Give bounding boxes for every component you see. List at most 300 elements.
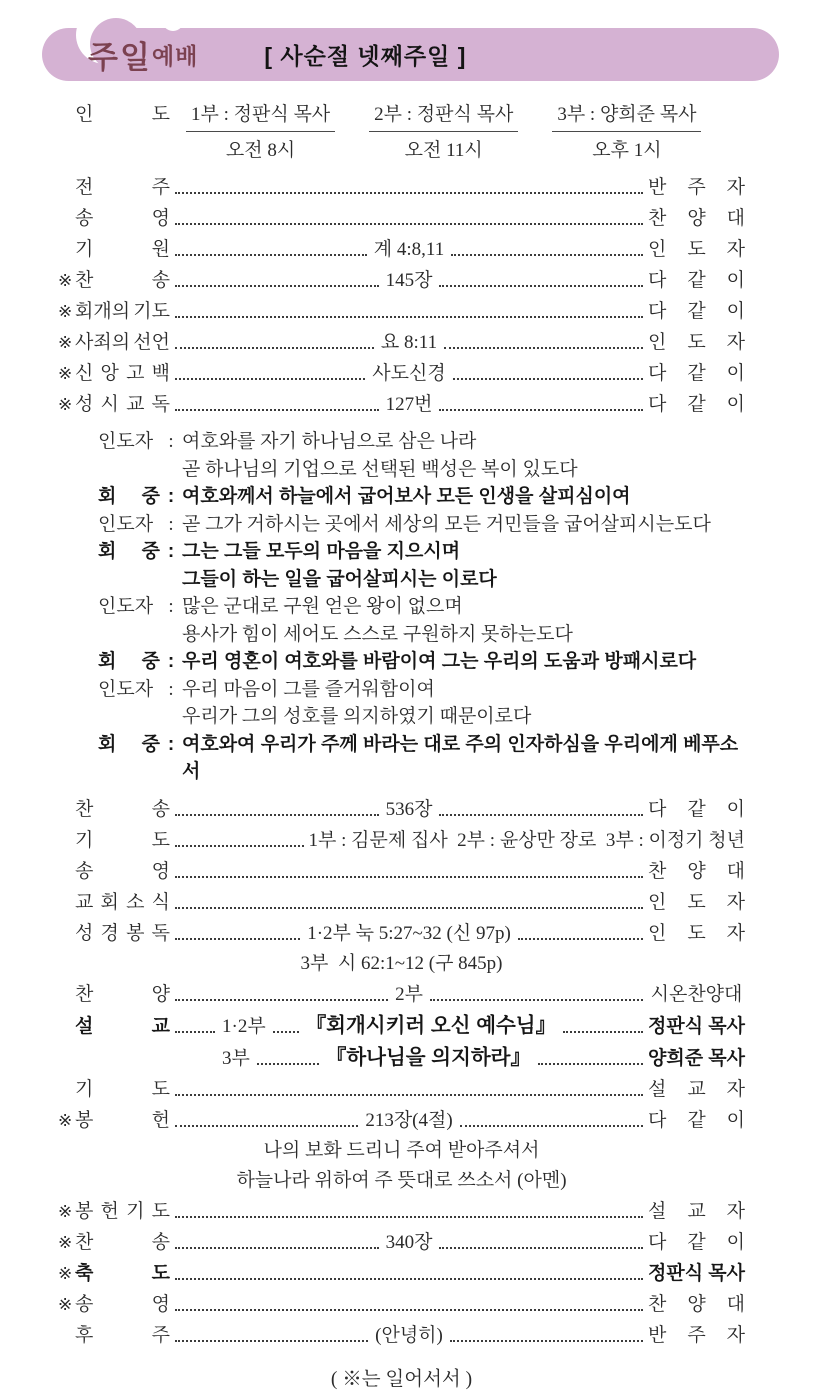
label-part: 봉	[75, 1109, 94, 1131]
label-part: 자	[726, 922, 745, 944]
label-part: 송	[151, 1231, 170, 1253]
order-row	[58, 979, 745, 1010]
label-part: 이	[726, 301, 745, 322]
reading-row	[98, 538, 745, 593]
label-part: 성	[75, 922, 94, 944]
center-text: 536장	[385, 798, 433, 820]
leader-dots	[175, 378, 365, 380]
standing-mark: ※	[58, 395, 73, 414]
label-part: 중	[141, 541, 160, 562]
label-part: 전	[75, 177, 94, 198]
label-part: 다	[648, 1109, 667, 1131]
order-row	[58, 1227, 745, 1258]
footer-note: ( ※는 일어서서 )	[330, 1368, 473, 1390]
label-part: 회	[100, 891, 119, 913]
item-label	[75, 1011, 170, 1042]
label-part: 축	[75, 1262, 94, 1284]
speaker-colon: :	[167, 651, 175, 672]
label-part: 이	[726, 363, 745, 384]
label-part: 백	[151, 363, 170, 384]
service-name: 1부 : 정판식 목사	[186, 101, 335, 132]
sermon-title: 『하나님을 의지하라』	[325, 1045, 531, 1069]
label-part: 찬	[75, 798, 94, 820]
label-part: 같	[687, 394, 706, 415]
label-part: 같	[687, 270, 706, 291]
label-part: 같	[687, 301, 706, 322]
label-part: 고	[126, 363, 145, 384]
responder-label	[648, 794, 745, 825]
item-label	[75, 234, 170, 265]
leader-dots	[175, 347, 374, 349]
leader-dots	[175, 1340, 368, 1342]
leader-dots	[273, 1031, 299, 1033]
leader-dots	[430, 999, 643, 1001]
item-label	[75, 389, 170, 420]
label-part: 앙	[100, 363, 119, 384]
responder-label	[648, 172, 745, 203]
label-part: 식	[151, 891, 170, 913]
item-label	[75, 794, 170, 825]
centered-text: 3부 시 62:1~12 (구 845p)	[300, 952, 503, 974]
reading-row	[98, 511, 745, 539]
service-column	[552, 101, 701, 164]
order-row	[58, 1010, 745, 1042]
label-part: 자	[726, 177, 745, 198]
center-text: 145장	[385, 270, 433, 291]
standing-mark: ※	[58, 1110, 73, 1130]
order-section-2	[58, 794, 745, 1351]
standing-mark: ※	[58, 1294, 73, 1314]
standing-mark: ※	[58, 1232, 73, 1252]
label-part: 시온찬양대	[650, 983, 743, 1005]
speaker-label	[98, 483, 160, 511]
responder-label	[648, 1320, 745, 1351]
service-columns	[186, 101, 701, 164]
label-part: 원	[151, 239, 170, 260]
order-row	[58, 358, 745, 389]
sermon-part: 1·2부	[222, 1015, 266, 1037]
label-part: 사죄의	[75, 332, 131, 353]
label-part: 도	[687, 332, 706, 353]
label-part: 중	[141, 486, 160, 507]
label-part: 도	[151, 1078, 170, 1100]
leader-dots	[439, 285, 643, 287]
speaker-label	[98, 676, 160, 704]
responder-label	[648, 1227, 745, 1258]
label-part: 주	[687, 177, 706, 198]
label-part: 헌	[100, 1200, 119, 1222]
item-label	[75, 1289, 170, 1320]
responder-label	[648, 1043, 745, 1074]
speaker-label	[98, 511, 160, 539]
reading-row	[98, 593, 745, 648]
label-part: 찬	[648, 208, 667, 229]
label-part: 도	[687, 922, 706, 944]
item-label	[75, 358, 170, 389]
service-time: 오후 1시	[592, 140, 662, 161]
label-part: 자	[726, 891, 745, 913]
label-part: 설	[648, 1200, 667, 1222]
order-row	[58, 825, 745, 856]
service-name: 3부 : 양희준 목사	[552, 101, 701, 132]
leader-dots	[175, 192, 643, 194]
label-part: 이	[726, 798, 745, 820]
leader-dots	[175, 254, 367, 256]
center-text: 사도신경	[372, 363, 446, 384]
lead-row	[58, 101, 745, 164]
label-part: 도	[151, 829, 170, 851]
label-part: 자	[726, 239, 745, 260]
center-text: 계 4:8,11	[373, 239, 445, 260]
reading-line: 많은 군대로 구원 얻은 왕이 없으며	[182, 596, 463, 617]
label-part: 인도자	[98, 678, 154, 700]
label-part: 회	[98, 486, 117, 507]
sermon-title: 『회개시키러 오신 예수님』	[305, 1013, 557, 1037]
label-part: 영	[151, 208, 170, 229]
label-part: 다	[648, 363, 667, 384]
label-part: 성	[75, 394, 94, 415]
order-of-worship	[0, 101, 821, 1391]
order-row	[58, 1074, 745, 1105]
label-part: 목사	[708, 1262, 745, 1284]
label-part: 기	[75, 1078, 94, 1100]
label-part: 도	[687, 239, 706, 260]
speaker-colon: :	[167, 541, 175, 562]
responder-label	[648, 918, 745, 949]
center-text: 213장(4절)	[365, 1109, 453, 1131]
item-label	[75, 856, 170, 887]
responder-label	[648, 234, 745, 265]
leader-dots	[439, 409, 643, 411]
order-row	[58, 1042, 745, 1074]
label-part: 주	[151, 177, 170, 198]
order-row	[58, 203, 745, 234]
speaker-label	[98, 648, 160, 676]
leader-dots	[450, 1340, 643, 1342]
reading-row	[98, 731, 745, 786]
standing-mark: ※	[58, 364, 73, 383]
reading-line: 여호와여 우리가 주께 바라는 대로 주의 인자하심을 우리에게 베푸소서	[182, 733, 739, 782]
center-text: 2부	[395, 983, 423, 1005]
leader-dots	[257, 1063, 319, 1065]
label-part: 송	[151, 270, 170, 291]
order-row	[58, 389, 745, 420]
label-part: 회	[98, 733, 117, 755]
order-row	[58, 1105, 745, 1136]
standing-mark: ※	[58, 271, 73, 290]
label-part: 인	[75, 104, 94, 125]
label-part: 목사	[708, 1047, 745, 1069]
responder-label	[648, 1074, 745, 1105]
logo-text	[88, 32, 198, 77]
item-label	[75, 825, 170, 856]
label-part: 다	[648, 301, 667, 322]
label-part: 다	[648, 798, 667, 820]
leader-dots	[175, 316, 643, 318]
label-part: 기	[126, 1200, 145, 1222]
label-part: 중	[141, 651, 160, 672]
label-part: 목사	[708, 1015, 745, 1037]
item-label	[75, 203, 170, 234]
label-part: 도	[687, 891, 706, 913]
label-part: 자	[726, 1324, 745, 1346]
leader-dots	[175, 814, 379, 816]
label-part: 같	[687, 798, 706, 820]
label-part: 반	[648, 1324, 667, 1346]
order-row	[58, 327, 745, 358]
logo-main: 주일	[88, 40, 152, 75]
item-label	[75, 1320, 170, 1351]
banner	[42, 28, 779, 81]
leader-dots	[444, 347, 643, 349]
label-part: 도	[151, 1262, 170, 1284]
speaker-label	[98, 428, 160, 456]
order-row	[58, 794, 745, 825]
responder-label	[648, 296, 745, 327]
label-part: 영	[151, 860, 170, 882]
item-label	[75, 887, 170, 918]
leader-dots	[460, 1125, 643, 1127]
speaker-label	[98, 593, 160, 621]
service-name: 2부 : 정판식 목사	[369, 101, 518, 132]
label-part: 인	[648, 239, 667, 260]
reading-lines	[182, 511, 745, 539]
service-time: 오전 11시	[404, 140, 483, 161]
label-part: 기도	[133, 301, 170, 322]
item-label	[75, 296, 170, 327]
leader-dots	[453, 378, 643, 380]
reading-line: 그들이 하는 일을 굽어살피시는 이로다	[182, 568, 497, 590]
reading-line: 우리 마음이 그를 즐거워함이여	[182, 678, 435, 700]
service-time: 오전 8시	[225, 140, 296, 161]
reading-line: 여호와를 자기 하나님으로 삼은 나라	[182, 431, 477, 452]
logo-dot-icon	[162, 9, 184, 31]
label-part: 양희준	[648, 1047, 704, 1069]
label-part: 시	[100, 394, 119, 415]
item-label	[75, 265, 170, 296]
leader-dots	[175, 1247, 379, 1249]
label-part: 이	[726, 394, 745, 415]
logo-sub: 예배	[151, 43, 199, 69]
standing-mark: ※	[58, 1263, 73, 1283]
label-part: 찬	[648, 1293, 667, 1315]
reading-row	[98, 676, 745, 731]
leader-dots	[175, 876, 643, 878]
reading-lines	[182, 676, 745, 731]
label-part: 인	[648, 332, 667, 353]
label-part: 이	[726, 1231, 745, 1253]
label-part: 헌	[151, 1109, 170, 1131]
label-part: 송	[151, 798, 170, 820]
reading-row	[98, 483, 745, 511]
reading-line: 곧 그가 거하시는 곳에서 세상의 모든 거민들을 굽어살피시는도다	[182, 513, 711, 535]
label-part: 봉	[75, 1200, 94, 1222]
item-label	[75, 918, 170, 949]
order-row	[58, 1289, 745, 1320]
reading-line: 용사가 힘이 세어도 스스로 구원하지 못하는도다	[182, 623, 573, 645]
label-part: 양	[687, 1293, 706, 1315]
label-part: 주	[687, 1324, 706, 1346]
responder-label	[648, 1258, 745, 1289]
label-part: 송	[75, 860, 94, 882]
reading-lines	[182, 428, 745, 483]
center-text: 1·2부 눅 5:27~32 (신 97p)	[307, 922, 511, 944]
reading-row	[98, 428, 745, 483]
label-part: 인도자	[98, 431, 154, 452]
responder-label	[648, 327, 745, 358]
lead-label	[75, 101, 170, 128]
label-part: 도	[151, 1200, 170, 1222]
label-part: 찬	[75, 1231, 94, 1253]
label-part: 대	[726, 1293, 745, 1315]
responder-label	[648, 1105, 745, 1136]
label-part: 이	[726, 1109, 745, 1131]
leader-dots	[175, 409, 379, 411]
responder-label	[648, 203, 745, 234]
label-part: 회개의	[75, 301, 131, 322]
leader-dots	[175, 1278, 643, 1280]
label-part: 회	[98, 541, 117, 562]
speaker-colon: :	[168, 431, 174, 452]
banner-subtitle: [ 사순절 넷째주일 ]	[264, 43, 467, 69]
order-row	[58, 234, 745, 265]
leader-dots	[175, 1031, 215, 1033]
item-label	[75, 1105, 170, 1136]
label-part: 도	[151, 104, 170, 125]
speaker-colon: :	[167, 486, 175, 507]
order-row	[58, 856, 745, 887]
leader-dots	[451, 254, 643, 256]
order-row	[58, 1258, 745, 1289]
reading-row	[98, 648, 745, 676]
label-part: 소	[126, 891, 145, 913]
label-part: 같	[687, 363, 706, 384]
leader-dots	[563, 1031, 643, 1033]
label-part: 신	[75, 363, 94, 384]
reading-line: 여호와께서 하늘에서 굽어보사 모든 인생을 살피심이여	[182, 486, 631, 507]
standing-mark: ※	[58, 1201, 73, 1221]
responder-label	[648, 389, 745, 420]
item-label	[75, 172, 170, 203]
item-label	[75, 1227, 170, 1258]
leader-dots	[175, 1216, 643, 1218]
item-label	[75, 979, 170, 1010]
label-part: 정판식	[648, 1262, 704, 1284]
speaker-colon: :	[167, 733, 175, 755]
label-part: 자	[726, 1200, 745, 1222]
label-part: 교	[687, 1200, 706, 1222]
reading-lines	[182, 538, 745, 593]
responder-label	[648, 1289, 745, 1320]
label-part: 인도자	[98, 513, 154, 535]
leader-dots	[175, 907, 643, 909]
leader-dots	[175, 1125, 358, 1127]
order-section-1	[58, 172, 745, 420]
label-part: 자	[726, 332, 745, 353]
label-part: 선언	[133, 332, 170, 353]
center-text: 127번	[385, 394, 433, 415]
center-text: (안녕히)	[375, 1324, 443, 1346]
item-label	[75, 1074, 170, 1105]
responder-label	[648, 1196, 745, 1227]
reading-line: 곧 하나님의 기업으로 선택된 백성은 복이 있도다	[182, 458, 578, 480]
order-row	[58, 265, 745, 296]
center-text: 340장	[385, 1231, 433, 1253]
label-part: 교	[687, 1078, 706, 1100]
label-part: 찬	[75, 270, 94, 291]
order-row	[58, 1320, 745, 1351]
responder-label	[648, 265, 745, 296]
label-part: 회	[98, 651, 117, 672]
label-part: 찬	[648, 860, 667, 882]
leader-dots	[175, 285, 379, 287]
service-column	[369, 101, 518, 164]
label-part: 양	[151, 983, 170, 1005]
leader-dots	[439, 1247, 643, 1249]
label-part: 설	[75, 1015, 94, 1037]
standing-mark: ※	[58, 333, 73, 352]
label-part: 봉	[126, 922, 145, 944]
label-part: 송	[75, 208, 94, 229]
label-part: 중	[141, 733, 160, 755]
order-row	[58, 172, 745, 203]
reading-lines	[182, 593, 745, 648]
label-part: 송	[75, 1293, 94, 1315]
label-part: 같	[687, 1109, 706, 1131]
label-part: 양	[687, 860, 706, 882]
label-part: 양	[687, 208, 706, 229]
label-part: 반	[648, 177, 667, 198]
label-part: 독	[151, 394, 170, 415]
label-part: 찬	[75, 983, 94, 1005]
label-part: 주	[151, 1324, 170, 1346]
item-label	[75, 327, 170, 358]
label-part: 설	[648, 1078, 667, 1100]
label-part: 같	[687, 1231, 706, 1253]
label-part: 인	[648, 922, 667, 944]
responder-label	[648, 1011, 745, 1042]
reading-lines	[182, 648, 745, 676]
responder-label	[648, 979, 745, 1010]
label-part: 다	[648, 394, 667, 415]
label-part: 기	[75, 829, 94, 851]
order-row	[58, 1196, 745, 1227]
leader-dots	[538, 1063, 643, 1065]
label-part: 인도자	[98, 596, 154, 617]
responder-label	[648, 358, 745, 389]
label-part: 자	[726, 1078, 745, 1100]
label-part: 기	[75, 239, 94, 260]
leader-dots	[439, 814, 643, 816]
speaker-colon: :	[168, 513, 174, 535]
label-part: 정판식	[648, 1015, 704, 1037]
order-row	[58, 918, 745, 949]
label-part: 인	[648, 891, 667, 913]
label-part: 다	[648, 1231, 667, 1253]
centered-text: 나의 보화 드리니 주여 받아주셔서	[263, 1139, 540, 1161]
responder-label	[648, 856, 745, 887]
responder-label	[648, 887, 745, 918]
reading-lines	[182, 483, 745, 511]
speaker-colon: :	[168, 678, 174, 700]
reading-lines	[182, 731, 745, 786]
speaker-label	[98, 731, 160, 759]
label-part: 이	[726, 270, 745, 291]
speaker-colon: :	[168, 596, 174, 617]
leader-dots	[175, 999, 388, 1001]
leader-dots	[175, 1309, 643, 1311]
service-column	[186, 101, 335, 164]
